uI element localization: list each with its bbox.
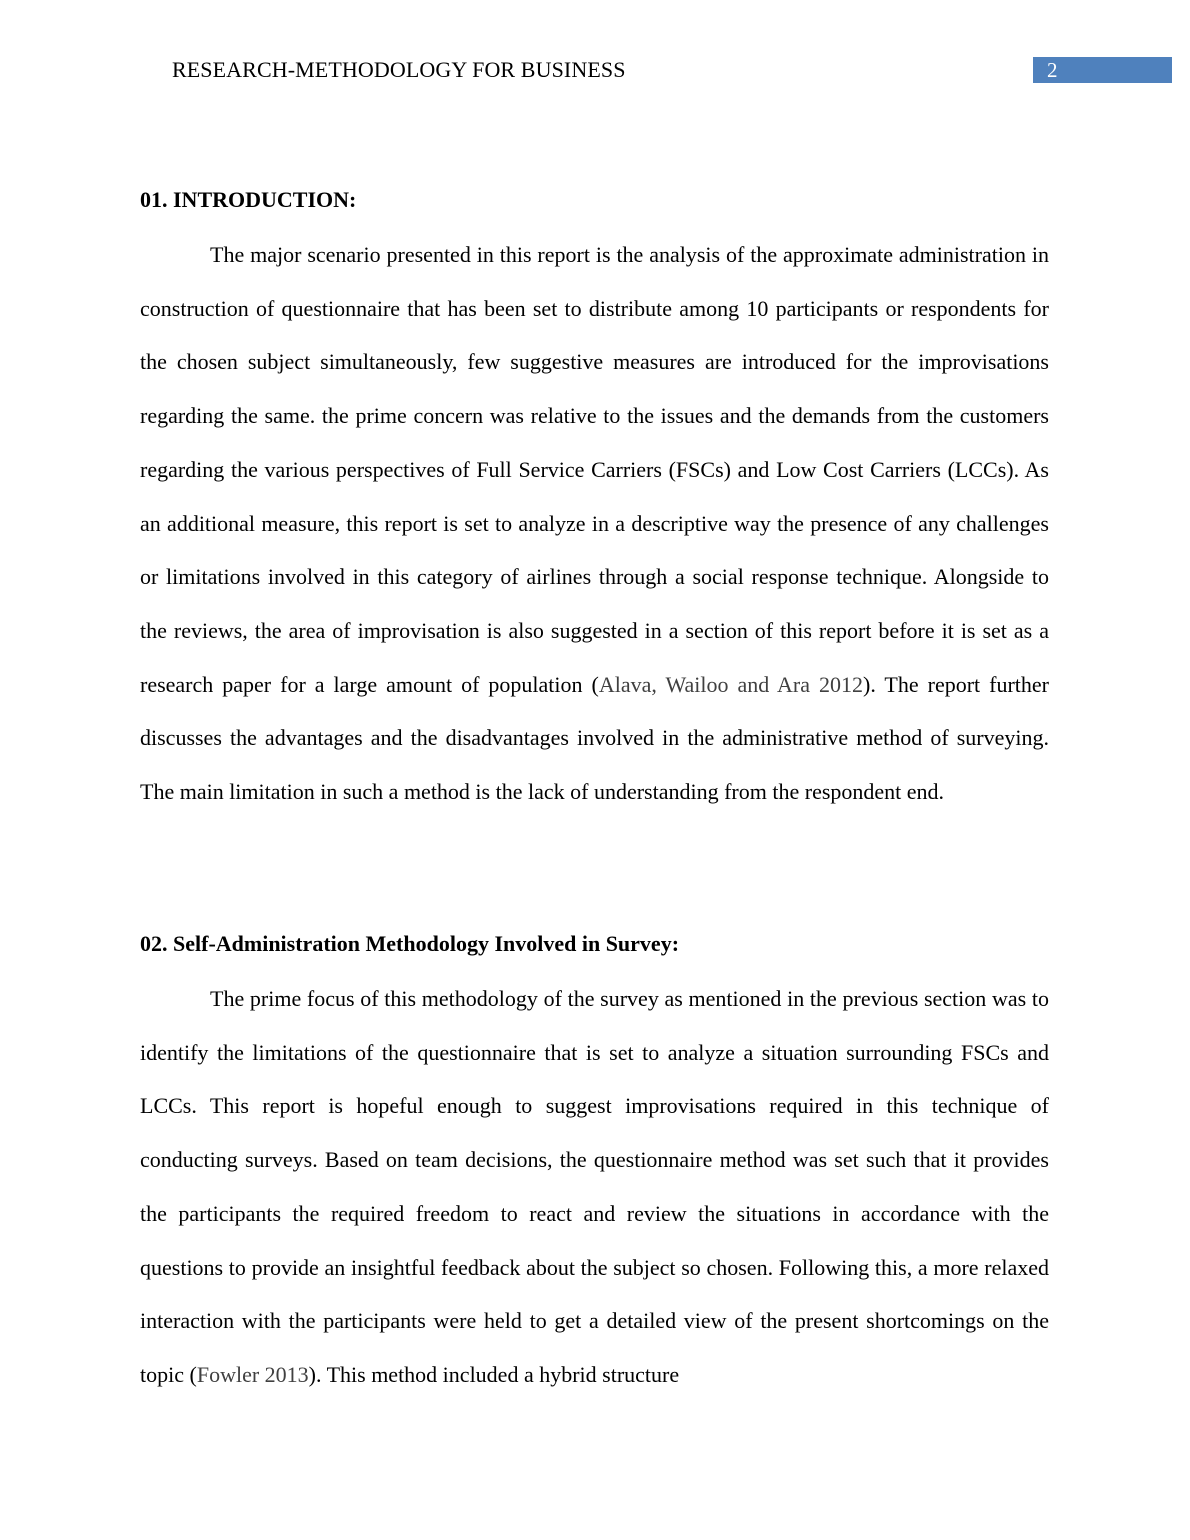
citation: Fowler 2013 (196, 1361, 309, 1387)
paragraph-text: The major scenario presented in this report is the analysis of the approximate administration in construction of questionnaire that has been set to distribute among 10 participants or respondents for the chosen subject simultaneously, few suggestive measures are introduced for the improvisations regarding the same. the prime concern was relative to the issues and the demands from the customers regarding the various perspectives of Full Service Carriers (FSCs) and Low Cost Carriers (LCCs). As an additional measure, this report is set to analyze in a descriptive way the presence of any challenges or limitations involved in this category of airlines through a social response technique. Alongside to the reviews, the area of improvisation is also suggested in a section of this report before it is set as a research paper for a large amount of population ( (140, 242, 1049, 697)
paragraph (140, 228, 1049, 819)
page-number: 2 (1047, 58, 1058, 82)
paragraph (140, 972, 1049, 1402)
paragraph-text: The prime focus of this methodology of the survey as mentioned in the previous section was to identify the limitations of the questionnaire that is set to analyze a situation surrounding FSCs and LCCs. This report is hopeful enough to suggest improvisations required in this technique of conducting surveys. Based on team decisions, the questionnaire method was set such that it provides the participants the required freedom to react and review the situations in accordance with the questions to provide an insightful feedback about the subject so chosen. Following this, a more relaxed interaction with the participants were held to get a detailed view of the present shortcomings on the topic ( (140, 986, 1049, 1387)
paragraph-text: ). This method included a hybrid structure (308, 1361, 680, 1387)
section-body-self-administration (140, 972, 1049, 1402)
paragraph-text: ). The report further discusses the advantages and the disadvantages involved in the administrative method of surveying. The main limitation in such a method is the lack of understanding from the respondent end. (140, 671, 1050, 805)
section-heading-introduction: 01. INTRODUCTION: (140, 187, 357, 212)
section-body-introduction (140, 228, 1049, 819)
running-header-title: RESEARCH-METHODOLOGY FOR BUSINESS (172, 57, 626, 82)
citation: Alava, Wailoo and Ara 2012 (598, 671, 863, 697)
page-number-badge (1033, 57, 1172, 83)
section-heading-self-administration: 02. Self-Administration Methodology Involved in Survey: (140, 931, 680, 956)
